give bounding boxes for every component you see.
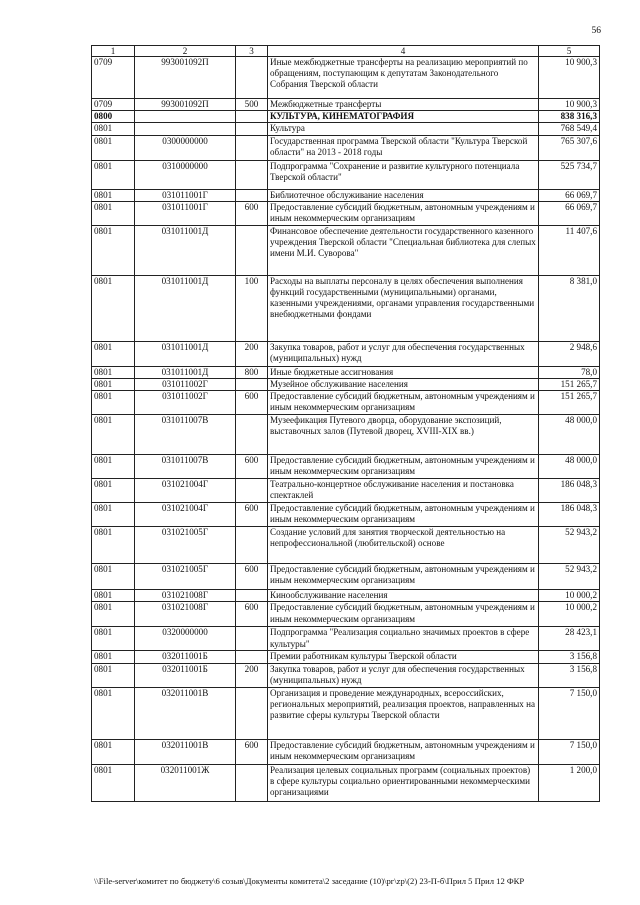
expense-type-code-cell: 600 <box>236 455 268 479</box>
item-name-cell: Культура <box>268 123 539 135</box>
target-article-code-cell: 031021004Г <box>135 479 236 503</box>
target-article-code-cell: 031021008Г <box>135 602 236 627</box>
table-row <box>92 602 600 627</box>
target-article-code-cell: 031011007В <box>135 415 236 455</box>
expense-type-code-cell: 600 <box>236 503 268 527</box>
expense-type-code-cell <box>236 379 268 391</box>
target-article-code-cell: 031011001Д <box>135 341 236 366</box>
target-article-code-cell: 032011001Б <box>135 663 236 687</box>
expense-type-code-cell <box>236 123 268 135</box>
item-name-cell: Государственная программа Тверской области "Культура Тверской области" на 2013 - 2018 годы <box>268 135 539 160</box>
item-name-cell: Реализация целевых социальных программ (социальных проектов) в сфере культуры социально ориентированными некоммерческими организациями <box>268 764 539 801</box>
table-header-row <box>92 46 600 57</box>
section-code-cell: 0801 <box>92 391 135 415</box>
table-row <box>92 391 600 415</box>
item-name-cell: Закупка товаров, работ и услуг для обеспечения государственных (муниципальных) нужд <box>268 341 539 366</box>
section-code-cell: 0801 <box>92 189 135 201</box>
item-name-cell: Кинообслуживание населения <box>268 590 539 602</box>
amount-cell: 768 549,4 <box>539 123 600 135</box>
target-article-code-cell: 032011001Б <box>135 651 236 663</box>
section-code-cell: 0801 <box>92 687 135 739</box>
table-row <box>92 687 600 739</box>
section-code-cell: 0801 <box>92 739 135 764</box>
expense-type-code-cell <box>236 57 268 99</box>
item-name-cell: Музеефикация Путевого дворца, оборудование экспозиций, выставочных залов (Путевой дворец, XVIII-XIX вв.) <box>268 415 539 455</box>
amount-cell: 186 048,3 <box>539 503 600 527</box>
item-name-cell: Расходы на выплаты персоналу в целях обеспечения выполнения функций государственными (муниципальными) органами, казенными учреждениями, органами управления государственными внебюджетными фондами <box>268 275 539 341</box>
item-name-cell: Премии работникам культуры Тверской области <box>268 651 539 663</box>
section-code-cell: 0801 <box>92 455 135 479</box>
expense-type-code-cell: 100 <box>236 275 268 341</box>
table-row <box>92 341 600 366</box>
item-name-cell: Предоставление субсидий бюджетным, автономным учреждениям и иным некоммерческим организациям <box>268 602 539 627</box>
target-article-code-cell: 031021004Г <box>135 503 236 527</box>
amount-cell: 78,0 <box>539 366 600 378</box>
table-row <box>92 111 600 123</box>
section-code-cell: 0801 <box>92 627 135 651</box>
target-article-code-cell: 031021008Г <box>135 590 236 602</box>
table-row <box>92 189 600 201</box>
item-name-cell: Закупка товаров, работ и услуг для обеспечения государственных (муниципальных) нужд <box>268 663 539 687</box>
item-name-cell: Музейное обслуживание населения <box>268 379 539 391</box>
target-article-code-cell: 031011001Д <box>135 225 236 275</box>
target-article-code-cell: 031011002Г <box>135 391 236 415</box>
item-name-cell: Иные бюджетные ассигнования <box>268 366 539 378</box>
target-article-code-cell: 032011001Ж <box>135 764 236 801</box>
expense-type-code-cell <box>236 527 268 564</box>
item-name-cell: Создание условий для занятия творческой деятельностью на непрофессиональной (любительской) основе <box>268 527 539 564</box>
table-row <box>92 123 600 135</box>
header-col-2: 2 <box>135 46 236 57</box>
table-row <box>92 651 600 663</box>
section-code-cell: 0709 <box>92 57 135 99</box>
table-row <box>92 135 600 160</box>
section-code-cell: 0800 <box>92 111 135 123</box>
section-code-cell: 0801 <box>92 764 135 801</box>
target-article-code-cell: 032011001В <box>135 739 236 764</box>
header-col-4: 4 <box>268 46 539 57</box>
section-code-cell: 0801 <box>92 123 135 135</box>
expense-type-code-cell <box>236 135 268 160</box>
amount-cell: 10 000,2 <box>539 590 600 602</box>
item-name-cell: Иные межбюджетные трансферты на реализацию мероприятий по обращениям, поступающим к депутатам Законодательного Собрания Тверской области <box>268 57 539 99</box>
section-code-cell: 0709 <box>92 99 135 111</box>
table-row <box>92 627 600 651</box>
file-path-footer: \\File-server\комитет по бюджету\6 созыв\Документы комитета\2 заседание (10)\рг\zp\(2) 23-П-б\Прил 5 Прил 12 ФКР <box>94 876 525 886</box>
section-code-cell: 0801 <box>92 663 135 687</box>
budget-table <box>91 45 600 802</box>
table-row <box>92 479 600 503</box>
target-article-code-cell: 032011001В <box>135 687 236 739</box>
section-code-cell: 0801 <box>92 415 135 455</box>
target-article-code-cell: 031011001Г <box>135 201 236 225</box>
table-row <box>92 564 600 590</box>
amount-cell: 10 900,3 <box>539 99 600 111</box>
item-name-cell: Межбюджетные трансферты <box>268 99 539 111</box>
section-code-cell: 0801 <box>92 651 135 663</box>
table-row <box>92 590 600 602</box>
expense-type-code-cell: 500 <box>236 99 268 111</box>
amount-cell: 48 000,0 <box>539 455 600 479</box>
target-article-code-cell: 031011007В <box>135 455 236 479</box>
amount-cell: 66 069,7 <box>539 201 600 225</box>
item-name-cell: Предоставление субсидий бюджетным, автономным учреждениям и иным некоммерческим организациям <box>268 739 539 764</box>
section-code-cell: 0801 <box>92 527 135 564</box>
section-code-cell: 0801 <box>92 503 135 527</box>
expense-type-code-cell: 600 <box>236 201 268 225</box>
amount-cell: 151 265,7 <box>539 379 600 391</box>
table-row <box>92 415 600 455</box>
table-row <box>92 764 600 801</box>
amount-cell: 66 069,7 <box>539 189 600 201</box>
table-row <box>92 275 600 341</box>
expense-type-code-cell: 600 <box>236 564 268 590</box>
target-article-code-cell: 031021005Г <box>135 564 236 590</box>
item-name-cell: Библиотечное обслуживание населения <box>268 189 539 201</box>
amount-cell: 10 900,3 <box>539 57 600 99</box>
amount-cell: 151 265,7 <box>539 391 600 415</box>
expense-type-code-cell <box>236 225 268 275</box>
item-name-cell: Предоставление субсидий бюджетным, автономным учреждениям и иным некоммерческим организациям <box>268 564 539 590</box>
table-row <box>92 160 600 189</box>
target-article-code-cell <box>135 123 236 135</box>
section-code-cell: 0801 <box>92 590 135 602</box>
target-article-code-cell: 993001092П <box>135 99 236 111</box>
item-name-cell: Предоставление субсидий бюджетным, автономным учреждениям и иным некоммерческим организациям <box>268 455 539 479</box>
table-row <box>92 503 600 527</box>
amount-cell: 52 943,2 <box>539 564 600 590</box>
expense-type-code-cell: 600 <box>236 602 268 627</box>
target-article-code-cell: 993001092П <box>135 57 236 99</box>
expense-type-code-cell: 600 <box>236 739 268 764</box>
amount-cell: 10 000,2 <box>539 602 600 627</box>
table-row <box>92 455 600 479</box>
amount-cell: 838 316,3 <box>539 111 600 123</box>
page-number: 56 <box>591 26 601 36</box>
target-article-code-cell: 031021005Г <box>135 527 236 564</box>
target-article-code-cell: 0320000000 <box>135 627 236 651</box>
section-code-cell: 0801 <box>92 379 135 391</box>
expense-type-code-cell: 600 <box>236 391 268 415</box>
section-code-cell: 0801 <box>92 564 135 590</box>
section-code-cell: 0801 <box>92 479 135 503</box>
target-article-code-cell: 0300000000 <box>135 135 236 160</box>
section-code-cell: 0801 <box>92 225 135 275</box>
item-name-cell: Предоставление субсидий бюджетным, автономным учреждениям и иным некоммерческим организациям <box>268 201 539 225</box>
table-row <box>92 366 600 378</box>
amount-cell: 8 381,0 <box>539 275 600 341</box>
table-row <box>92 739 600 764</box>
expense-type-code-cell: 200 <box>236 341 268 366</box>
target-article-code-cell: 031011001Д <box>135 366 236 378</box>
amount-cell: 7 150,0 <box>539 739 600 764</box>
expense-type-code-cell <box>236 651 268 663</box>
section-code-cell: 0801 <box>92 275 135 341</box>
target-article-code-cell: 031011001Г <box>135 189 236 201</box>
header-col-5: 5 <box>539 46 600 57</box>
expense-type-code-cell <box>236 189 268 201</box>
item-name-cell: Финансовое обеспечение деятельности государственного казенного учреждения Тверской области "Специальная библиотека для слепых имени М.И. Суворова" <box>268 225 539 275</box>
item-name-cell: КУЛЬТУРА, КИНЕМАТОГРАФИЯ <box>268 111 539 123</box>
amount-cell: 48 000,0 <box>539 415 600 455</box>
amount-cell: 28 423,1 <box>539 627 600 651</box>
target-article-code-cell: 031011002Г <box>135 379 236 391</box>
target-article-code-cell: 0310000000 <box>135 160 236 189</box>
section-code-cell: 0801 <box>92 160 135 189</box>
section-code-cell: 0801 <box>92 602 135 627</box>
section-code-cell: 0801 <box>92 341 135 366</box>
header-col-3: 3 <box>236 46 268 57</box>
amount-cell: 7 150,0 <box>539 687 600 739</box>
expense-type-code-cell <box>236 687 268 739</box>
expense-type-code-cell: 800 <box>236 366 268 378</box>
item-name-cell: Предоставление субсидий бюджетным, автономным учреждениям и иным некоммерческим организациям <box>268 391 539 415</box>
target-article-code-cell: 031011001Д <box>135 275 236 341</box>
amount-cell: 2 948,6 <box>539 341 600 366</box>
amount-cell: 525 734,7 <box>539 160 600 189</box>
expense-type-code-cell <box>236 590 268 602</box>
item-name-cell: Подпрограмма "Реализация социально значимых проектов в сфере культуры" <box>268 627 539 651</box>
table-row <box>92 527 600 564</box>
amount-cell: 1 200,0 <box>539 764 600 801</box>
expense-type-code-cell <box>236 111 268 123</box>
section-code-cell: 0801 <box>92 366 135 378</box>
section-code-cell: 0801 <box>92 201 135 225</box>
table-row <box>92 225 600 275</box>
table-row <box>92 201 600 225</box>
item-name-cell: Театрально-концертное обслуживание населения и постановка спектаклей <box>268 479 539 503</box>
amount-cell: 3 156,8 <box>539 651 600 663</box>
amount-cell: 11 407,6 <box>539 225 600 275</box>
table-body <box>92 57 600 802</box>
table-row <box>92 99 600 111</box>
item-name-cell: Подпрограмма "Сохранение и развитие культурного потенциала Тверской области" <box>268 160 539 189</box>
amount-cell: 52 943,2 <box>539 527 600 564</box>
target-article-code-cell <box>135 111 236 123</box>
expense-type-code-cell <box>236 160 268 189</box>
expense-type-code-cell <box>236 415 268 455</box>
item-name-cell: Предоставление субсидий бюджетным, автономным учреждениям и иным некоммерческим организациям <box>268 503 539 527</box>
table-row <box>92 57 600 99</box>
expense-type-code-cell: 200 <box>236 663 268 687</box>
amount-cell: 3 156,8 <box>539 663 600 687</box>
section-code-cell: 0801 <box>92 135 135 160</box>
item-name-cell: Организация и проведение международных, всероссийских, региональных мероприятий, реализация проектов, направленных на развитие сферы культуры Тверской области <box>268 687 539 739</box>
table-row <box>92 379 600 391</box>
amount-cell: 765 307,6 <box>539 135 600 160</box>
expense-type-code-cell <box>236 764 268 801</box>
expense-type-code-cell <box>236 627 268 651</box>
expense-type-code-cell <box>236 479 268 503</box>
header-col-1: 1 <box>92 46 135 57</box>
table-row <box>92 663 600 687</box>
amount-cell: 186 048,3 <box>539 479 600 503</box>
